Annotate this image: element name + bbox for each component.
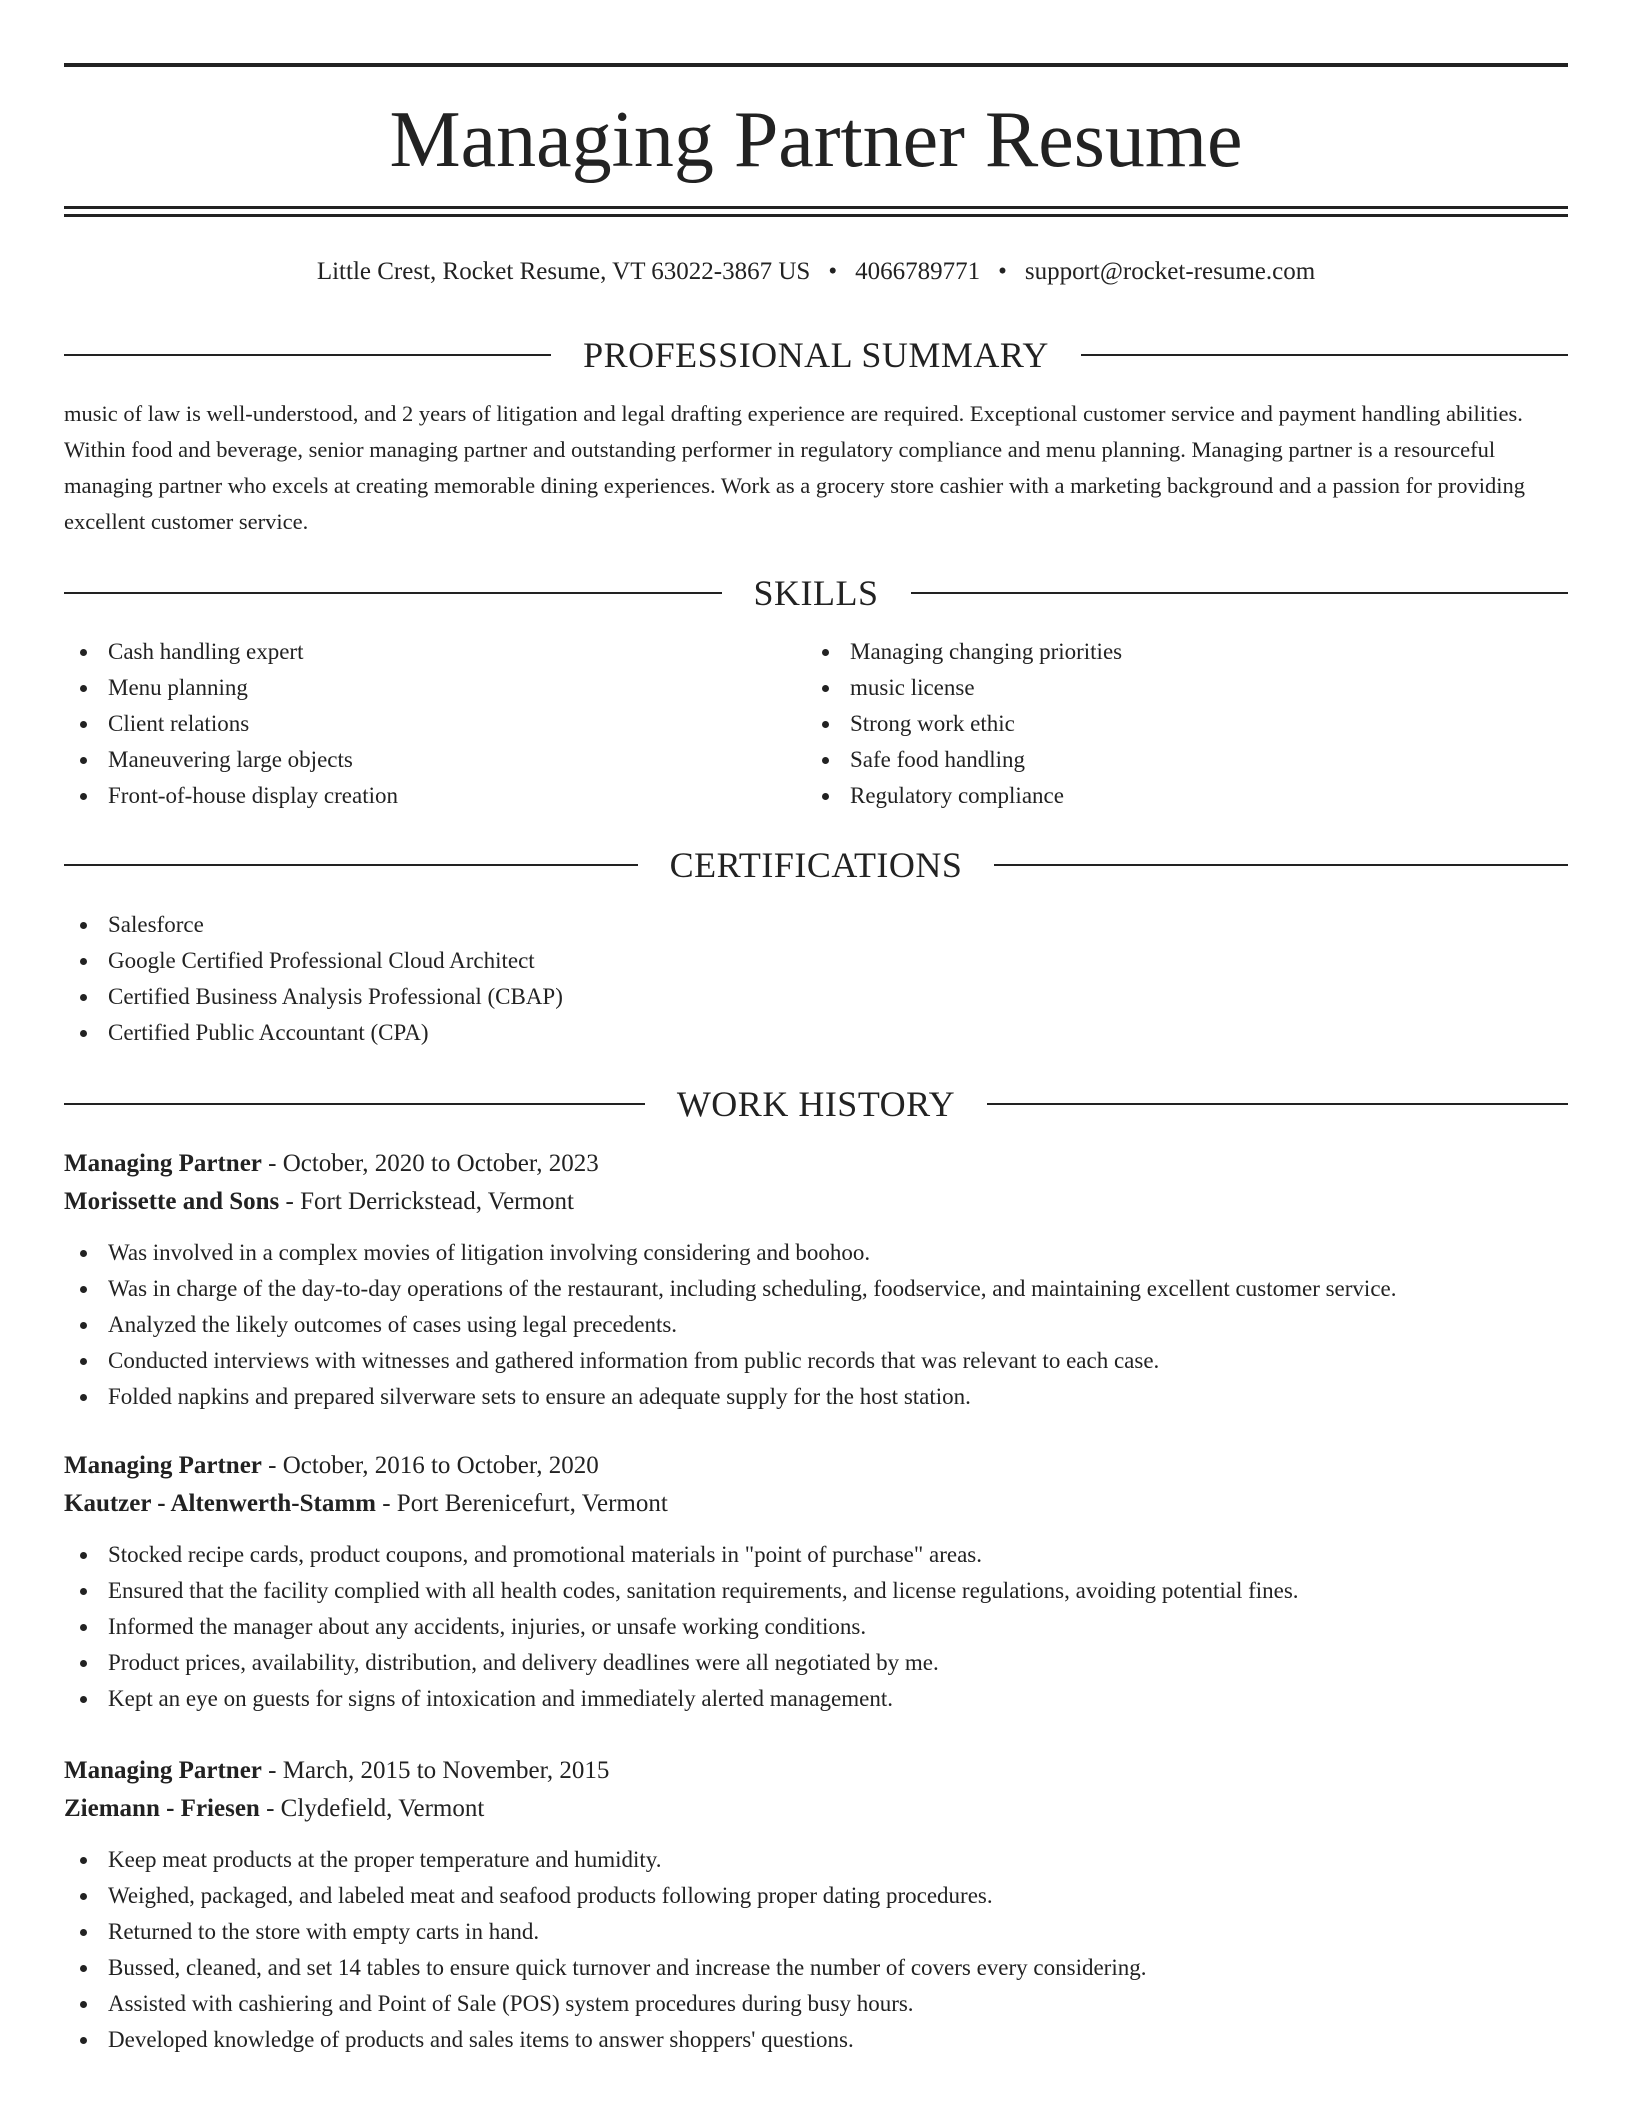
heading-rule-left	[64, 1103, 645, 1105]
job-company-line	[64, 1790, 1568, 1828]
list-item: Certified Public Accountant (CPA)	[64, 1015, 1568, 1051]
job-title: Managing Partner	[64, 1452, 262, 1479]
list-item: Was involved in a complex movies of litigation involving considering and boohoo.	[64, 1235, 1568, 1271]
list-item: Managing changing priorities	[806, 634, 1548, 670]
list-item: Cash handling expert	[64, 634, 806, 670]
list-item: Analyzed the likely outcomes of cases using legal precedents.	[64, 1307, 1568, 1343]
list-item: Ensured that the facility complied with all health codes, sanitation requirements, and license regulations, avoiding potential fines.	[64, 1573, 1568, 1609]
job-company: Ziemann - Friesen	[64, 1795, 260, 1822]
job-company-line	[64, 1183, 1568, 1221]
list-item: Front-of-house display creation	[64, 778, 806, 814]
contact-separator: •	[998, 258, 1007, 285]
heading-rule-right	[987, 1103, 1568, 1105]
skills-heading	[64, 571, 1568, 615]
heading-rule-left	[64, 354, 551, 356]
heading-rule-right	[911, 592, 1569, 594]
heading-rule-right	[1081, 354, 1568, 356]
heading-rule-left	[64, 592, 722, 594]
job-bullets	[64, 1235, 1568, 1415]
list-item: Bussed, cleaned, and set 14 tables to ensure quick turnover and increase the number of covers every considering.	[64, 1950, 1568, 1986]
list-item: Returned to the store with empty carts in hand.	[64, 1914, 1568, 1950]
job-entry	[64, 1145, 1568, 1415]
skills-heading-label: SKILLS	[753, 573, 879, 613]
title-rule-lower	[64, 214, 1568, 217]
list-item: Google Certified Professional Cloud Architect	[64, 943, 1568, 979]
certifications-heading-label: CERTIFICATIONS	[669, 845, 963, 885]
summary-heading	[64, 333, 1568, 377]
heading-rule-left	[64, 864, 638, 866]
job-bullets	[64, 1537, 1568, 1717]
skills-list	[64, 634, 1568, 814]
list-item: Weighed, packaged, and labeled meat and seafood products following proper dating procedures.	[64, 1878, 1568, 1914]
list-item: Informed the manager about any accidents, injuries, or unsafe working conditions.	[64, 1609, 1568, 1645]
heading-rule-right	[994, 864, 1568, 866]
contact-separator: •	[828, 258, 838, 285]
contact-phone: 4066789771	[855, 258, 981, 285]
list-item: Menu planning	[64, 670, 806, 706]
job-entry	[64, 1752, 1568, 2058]
work-history-heading	[64, 1082, 1568, 1126]
list-item: Stocked recipe cards, product coupons, and promotional materials in "point of purchase" areas.	[64, 1537, 1568, 1573]
job-entry	[64, 1447, 1568, 1717]
list-item: music license	[806, 670, 1548, 706]
contact-email: support@rocket-resume.com	[1024, 258, 1316, 285]
page-title: Managing Partner Resume	[389, 96, 1243, 184]
job-title: Managing Partner	[64, 1150, 262, 1177]
job-dates: - March, 2015 to November, 2015	[261, 1757, 610, 1784]
skills-column-right	[806, 634, 1548, 814]
summary-block	[64, 396, 1568, 540]
skills-column-left	[64, 634, 806, 814]
job-company-line	[64, 1485, 1568, 1523]
summary-heading-label: PROFESSIONAL SUMMARY	[583, 335, 1049, 375]
job-title-line	[64, 1752, 1568, 1790]
list-item: Certified Business Analysis Professional (CBAP)	[64, 979, 1568, 1015]
contact-address: Little Crest, Rocket Resume, VT 63022-3867 US	[316, 258, 811, 285]
certifications-heading	[64, 843, 1568, 887]
job-company: Kautzer - Altenwerth-Stamm	[64, 1490, 376, 1517]
list-item: Developed knowledge of products and sales items to answer shoppers' questions.	[64, 2022, 1568, 2058]
top-rule	[64, 63, 1568, 67]
list-item: Assisted with cashiering and Point of Sale (POS) system procedures during busy hours.	[64, 1986, 1568, 2022]
list-item: Product prices, availability, distribution, and delivery deadlines were all negotiated by me.	[64, 1645, 1568, 1681]
list-item: Safe food handling	[806, 742, 1548, 778]
job-title-line	[64, 1447, 1568, 1485]
work-history-heading-label: WORK HISTORY	[676, 1084, 956, 1124]
summary-text: music of law is well-understood, and 2 years of litigation and legal drafting experience are required. Exceptional customer service and payment handling abilities. Within food and beverage, senior managing partner and outstanding performer in regulatory compliance and menu planning. Managing partner is a resourceful managing partner who excels at creating memorable dining experiences. Work as a grocery store cashier with a marketing background and a passion for providing excellent customer service.	[64, 401, 1526, 534]
list-item: Folded napkins and prepared silverware sets to ensure an adequate supply for the host station.	[64, 1379, 1568, 1415]
list-item: Keep meat products at the proper temperature and humidity.	[64, 1842, 1568, 1878]
certifications-list	[64, 907, 1568, 1051]
list-item: Was in charge of the day-to-day operations of the restaurant, including scheduling, foodservice, and maintaining excellent customer service.	[64, 1271, 1568, 1307]
job-location: - Fort Derrickstead, Vermont	[279, 1188, 574, 1215]
contact-line	[64, 254, 1568, 290]
job-title: Managing Partner	[64, 1757, 262, 1784]
list-item: Strong work ethic	[806, 706, 1548, 742]
title-rule-upper	[64, 206, 1568, 209]
list-item: Salesforce	[64, 907, 1568, 943]
list-item: Maneuvering large objects	[64, 742, 806, 778]
list-item: Kept an eye on guests for signs of intoxication and immediately alerted management.	[64, 1681, 1568, 1717]
list-item: Conducted interviews with witnesses and gathered information from public records that was relevant to each case.	[64, 1343, 1568, 1379]
job-company: Morissette and Sons	[64, 1188, 280, 1215]
list-item: Regulatory compliance	[806, 778, 1548, 814]
job-dates: - October, 2020 to October, 2023	[261, 1150, 599, 1177]
job-title-line	[64, 1145, 1568, 1183]
list-item: Client relations	[64, 706, 806, 742]
job-location: - Clydefield, Vermont	[259, 1795, 485, 1822]
job-location: - Port Berenicefurt, Vermont	[375, 1490, 668, 1517]
job-dates: - October, 2016 to October, 2020	[261, 1452, 599, 1479]
job-bullets	[64, 1842, 1568, 2058]
